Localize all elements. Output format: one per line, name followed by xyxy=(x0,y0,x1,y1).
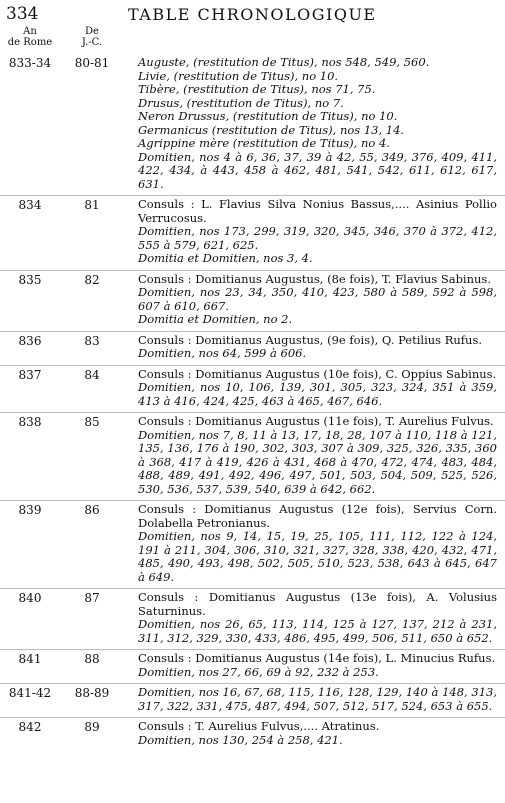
coin-reference-line: Neron Drussus, (restitution de Titus), no 10. xyxy=(138,109,398,123)
year-jc: 80-81 xyxy=(74,56,110,70)
coin-reference-line: Agrippine mère (restitution de Titus), no 4. xyxy=(138,136,390,150)
entry-text xyxy=(138,366,497,409)
page-title: TABLE CHRONOLOGIQUE xyxy=(128,5,377,24)
consuls-line: Consuls : Domitianus Augustus (12e fois), Servius Corn. Dolabella Petronianus. xyxy=(138,502,497,530)
year-jc: 83 xyxy=(84,333,100,348)
column-header-jc xyxy=(72,26,112,48)
year-rome: 840 xyxy=(18,591,42,605)
coin-reference-line: Domitia et Domitien, nos 3, 4. xyxy=(138,251,313,265)
year-rome: 838 xyxy=(18,415,42,429)
entry-text xyxy=(138,684,497,713)
column-header-jc-top: De xyxy=(85,26,99,37)
entry-text xyxy=(138,196,497,266)
entry-text xyxy=(138,54,497,191)
coin-reference-line: Drusus, (restitution de Titus), no 7. xyxy=(138,95,344,110)
coin-reference-line: Domitien, nos 7, 8, 11 à 13, 17, 18, 28, 107 à 110, 118 à 121, 135, 136, 176 à 190, 302, 303, 307 à 309, 325, 326, 335, 360 à 368, 417 à 419, 426 à 431, 468 à 470, 472, 474, 483, 484, 488, 489, 491, 492, 496, 497, 501, 503, 504, 509, 525, 526, 530, 536, 537, 539, 540, 639 à 642, 662. xyxy=(138,427,497,496)
consuls-line: Consuls : T. Aurelius Fulvus,.... Atratinus. xyxy=(138,719,380,733)
entry-text xyxy=(138,413,497,496)
year-rome: 834 xyxy=(18,198,42,212)
page-number: 334 xyxy=(6,4,39,24)
consuls-line: Consuls : Domitianus Augustus (10e fois), C. Oppius Sabinus. xyxy=(138,366,497,381)
consuls-line: Consuls : Domitianus Augustus (11e fois), T. Aurelius Fulvus. xyxy=(138,414,494,428)
coin-reference-line: Germanicus (restitution de Titus), nos 13, 14. xyxy=(138,122,405,137)
entry-text xyxy=(138,501,497,584)
chronology-entry xyxy=(0,683,505,717)
year-jc: 88-89 xyxy=(74,686,110,700)
coin-reference-line: Domitien, nos 64, 599 à 606. xyxy=(138,346,307,360)
entry-text xyxy=(138,718,497,747)
year-jc: 89 xyxy=(84,720,100,734)
coin-reference-line: Domitien, nos 130, 254 à 258, 421. xyxy=(138,732,343,747)
chronology-entry xyxy=(0,500,505,588)
coin-reference-line: Domitia et Domitien, no 2. xyxy=(138,312,293,326)
year-rome: 836 xyxy=(18,333,42,348)
year-rome: 841 xyxy=(18,652,42,666)
consuls-line: Consuls : Domitianus Augustus (13e fois), A. Volusius Saturninus. xyxy=(138,590,497,618)
year-jc: 88 xyxy=(84,652,100,666)
chronology-entry xyxy=(0,412,505,500)
consuls-line: Consuls : L. Flavius Silva Nonius Bassus,.... Asinius Pollio Verrucosus. xyxy=(138,197,497,225)
column-header-rome xyxy=(2,26,58,48)
chronology-entry xyxy=(0,331,505,365)
column-header-rome-bottom: de Rome xyxy=(7,37,53,48)
column-header-rome-top: An xyxy=(23,26,37,37)
chronology-entry xyxy=(0,588,505,649)
entry-text xyxy=(138,650,497,679)
year-jc: 82 xyxy=(84,272,100,287)
chronology-entry xyxy=(0,365,505,413)
coin-reference-line: Tibère, (restitution de Titus), nos 71, 75. xyxy=(138,82,376,96)
coin-reference-line: Domitien, nos 4 à 6, 36, 37, 39 à 42, 55, 349, 376, 409, 411, 422, 434, à 443, 458 à 462, 481, 541, 542, 611, 612, 617, 631. xyxy=(138,149,497,191)
year-rome: 842 xyxy=(18,720,42,734)
year-jc: 87 xyxy=(84,591,100,605)
year-jc: 86 xyxy=(84,503,100,517)
year-jc: 85 xyxy=(84,415,100,429)
entry-text xyxy=(138,271,497,327)
consuls-line: Consuls : Domitianus Augustus, (8e fois), T. Flavius Sabinus. xyxy=(138,271,491,286)
coin-reference-line: Domitien, nos 26, 65, 113, 114, 125 à 127, 137, 212 à 231, 311, 312, 329, 330, 433, 486, 495, 499, 506, 511, 650 à 652. xyxy=(138,617,497,645)
entry-text xyxy=(138,332,497,361)
chronology-entry xyxy=(0,717,505,751)
year-rome: 839 xyxy=(18,503,42,517)
chronology-entry xyxy=(0,195,505,270)
coin-reference-line: Domitien, nos 16, 67, 68, 115, 116, 128, 129, 140 à 148, 313, 317, 322, 331, 475, 487, 494, 507, 512, 517, 524, 653 à 655. xyxy=(138,685,497,713)
year-jc: 84 xyxy=(84,367,100,382)
coin-reference-line: Domitien, nos 27, 66, 69 à 92, 232 à 253. xyxy=(138,664,379,679)
consuls-line: Consuls : Domitianus Augustus, (9e fois), Q. Petilius Rufus. xyxy=(138,332,482,347)
chronology-entries xyxy=(0,54,505,751)
column-header-jc-bottom: J.-C. xyxy=(81,37,103,48)
coin-reference-line: Domitien, nos 9, 14, 15, 19, 25, 105, 111, 112, 122 à 124, 191 à 211, 304, 306, 310, 321, 327, 328, 338, 420, 432, 471, 485, 490, 493, 498, 502, 505, 510, 523, 538, 643 à 645, 647 à 649. xyxy=(138,529,497,584)
column-headers xyxy=(0,26,505,54)
coin-reference-line: Livie, (restitution de Titus), no 10. xyxy=(138,68,339,83)
consuls-line: Consuls : Domitianus Augustus (14e fois), L. Minucius Rufus. xyxy=(138,651,496,665)
year-rome: 837 xyxy=(18,367,42,382)
chronology-entry xyxy=(0,649,505,683)
year-rome: 833-34 xyxy=(8,56,52,70)
coin-reference-line: Domitien, nos 10, 106, 139, 301, 305, 323, 324, 351 à 359, 413 à 416, 424, 425, 463 à 465, 467, 646. xyxy=(138,380,497,408)
coin-reference-line: Auguste, (restitution de Titus), nos 548, 549, 560. xyxy=(138,55,430,69)
coin-reference-line: Domitien, nos 173, 299, 319, 320, 345, 346, 370 à 372, 412, 555 à 579, 621, 625. xyxy=(138,224,497,252)
year-rome: 835 xyxy=(18,272,42,287)
chronology-entry xyxy=(0,54,505,195)
year-jc: 81 xyxy=(84,198,100,212)
entry-text xyxy=(138,589,497,645)
year-rome: 841-42 xyxy=(8,686,52,700)
coin-reference-line: Domitien, nos 23, 34, 350, 410, 423, 580 à 589, 592 à 598, 607 à 610, 667. xyxy=(138,285,497,313)
chronology-entry xyxy=(0,270,505,331)
